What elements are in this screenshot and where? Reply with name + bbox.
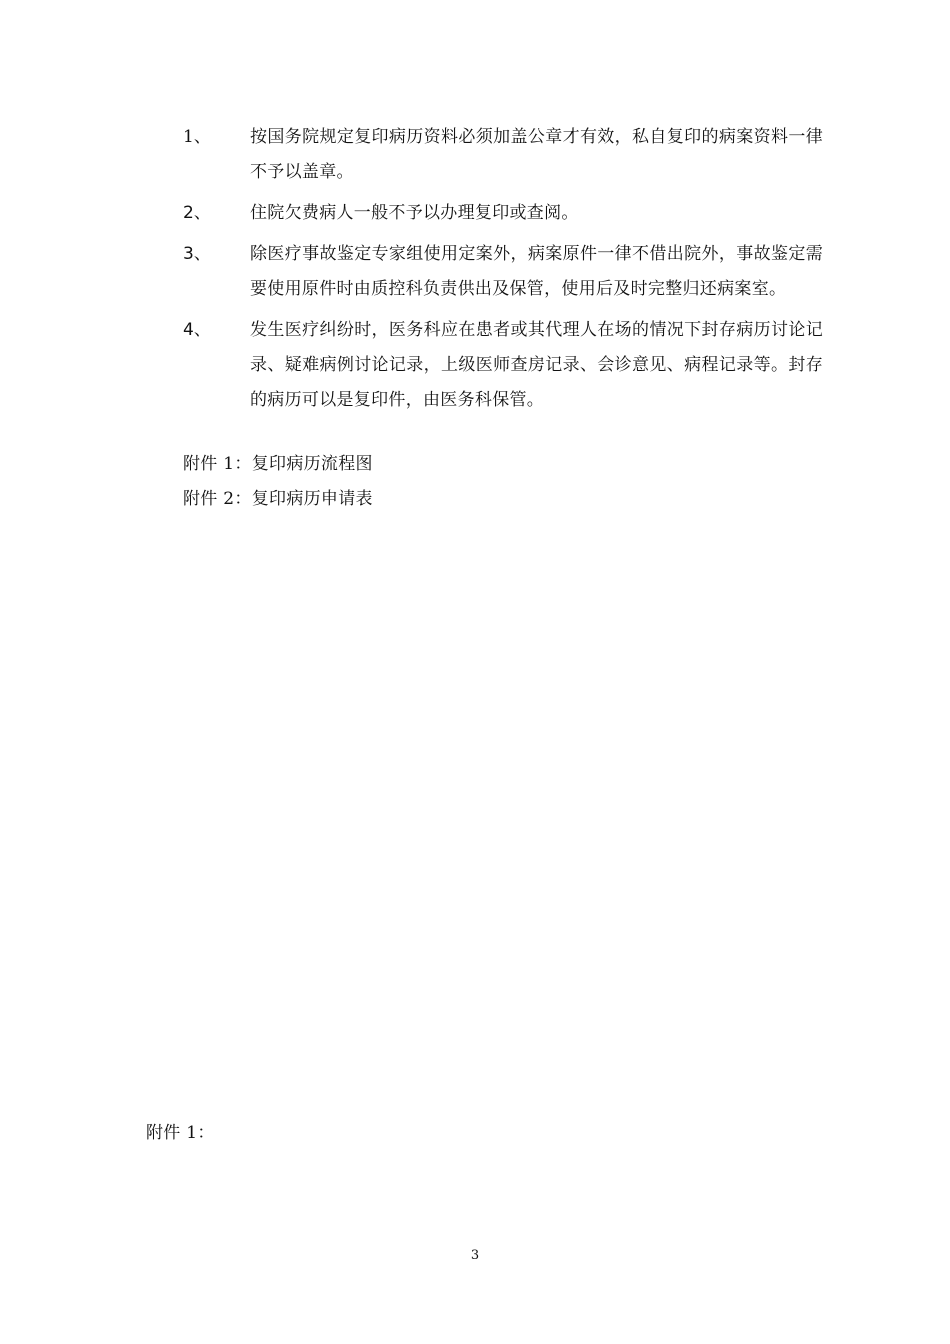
page-number: 3 <box>470 1248 480 1263</box>
bottom-attachment-label: 附件 1： <box>146 1123 215 1143</box>
attachment-line-2: 附件 2：复印病历申请表 <box>183 489 373 509</box>
list-item-text: 住院欠费病人一般不予以办理复印或查阅。 <box>250 203 579 223</box>
numbered-list <box>183 120 823 424</box>
list-item-number: 3、 <box>183 244 211 264</box>
list-item-text: 发生医疗纠纷时，医务科应在患者或其代理人在场的情况下封存病历讨论记录、疑难病例讨论记录，上级医师查房记录、会诊意见、病程记录等。封存的病历可以是复印件，由医务科保管。 <box>250 320 823 410</box>
attachment-line-1: 附件 1：复印病历流程图 <box>183 454 373 474</box>
list-item-number: 4、 <box>183 320 211 340</box>
list-item <box>183 120 823 190</box>
attachment-list <box>183 447 373 517</box>
list-item-number: 2、 <box>183 203 211 223</box>
list-item-text: 除医疗事故鉴定专家组使用定案外，病案原件一律不借出院外，事故鉴定需要使用原件时由质控科负责供出及保管，使用后及时完整归还病案室。 <box>250 244 823 299</box>
list-item <box>183 196 823 231</box>
list-item-text: 按国务院规定复印病历资料必须加盖公章才有效，私自复印的病案资料一律不予以盖章。 <box>250 127 823 182</box>
list-item <box>183 237 823 307</box>
list-item-number: 1、 <box>183 127 211 147</box>
list-item <box>183 313 823 418</box>
